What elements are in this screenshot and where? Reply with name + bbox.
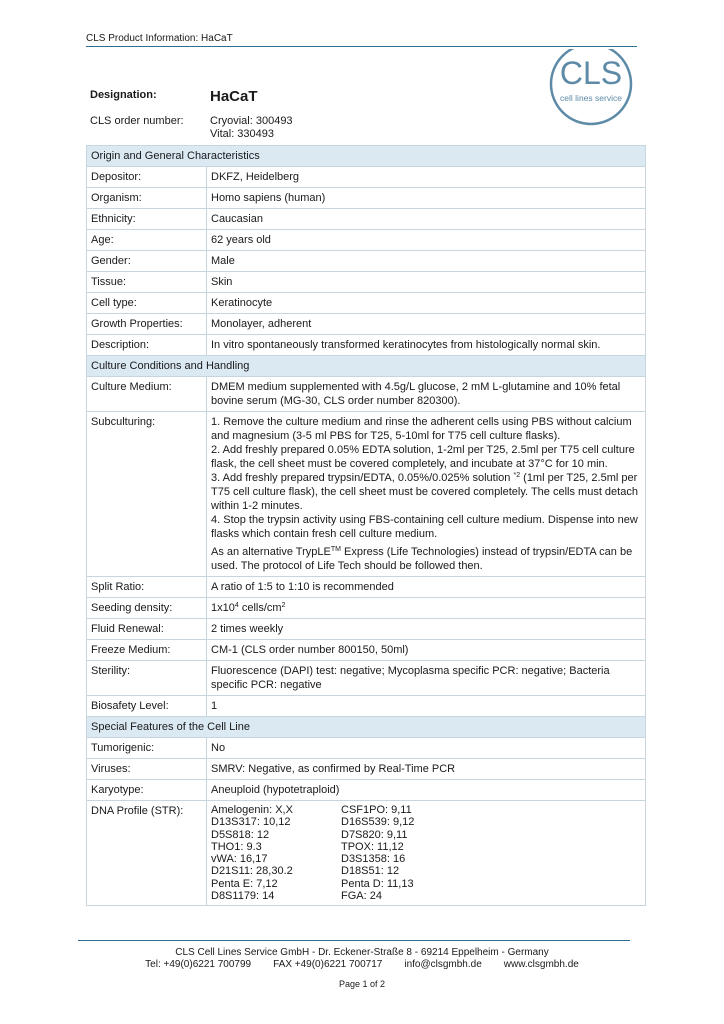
str-locus: D3S1358: 16 [341, 853, 406, 866]
row-value: Fluorescence (DAPI) test: negative; Mycoplasma specific PCR: negative; Bacteria specific PCR: negative [207, 661, 646, 696]
logo-subtext: cell lines service [560, 93, 622, 103]
str-locus: D13S317: 10,12 [211, 816, 291, 829]
seeding-exponent: 4 [234, 602, 239, 609]
row-value: Monolayer, adherent [207, 314, 646, 335]
page-number: Page 1 of 2 [338, 979, 386, 989]
table-row [87, 412, 646, 577]
str-locus: Penta D: 11,13 [341, 877, 414, 890]
header-divider [86, 46, 637, 47]
row-value: 1 [207, 696, 646, 717]
order-number-values [210, 115, 293, 141]
section-culture: Culture Conditions and Handling [87, 356, 646, 377]
footer-contacts [0, 959, 724, 970]
subculturing-protocol [207, 412, 646, 577]
row-label: Viruses: [87, 759, 207, 780]
seeding-density-value [207, 598, 646, 619]
order-number-label: CLS order number: [90, 115, 184, 127]
row-label: Karyotype: [87, 780, 207, 801]
row-value: No [207, 738, 646, 759]
subculturing-alternative: As an alternative TrypLE [211, 546, 331, 558]
row-label: Sterility: [87, 661, 207, 696]
seeding-base: 1x10 [211, 602, 235, 614]
table-row [87, 167, 646, 188]
row-value: Homo sapiens (human) [207, 188, 646, 209]
order-cryovial: Cryovial: 300493 [210, 115, 293, 127]
table-row [87, 188, 646, 209]
table-row [87, 209, 646, 230]
row-value: Aneuploid (hypotetraploid) [207, 780, 646, 801]
str-locus: D16S539: 9,12 [341, 816, 415, 829]
table-row [87, 780, 646, 801]
product-info-table [86, 145, 646, 906]
row-value: Skin [207, 272, 646, 293]
table-row [87, 293, 646, 314]
row-label: Freeze Medium: [87, 640, 207, 661]
row-value: A ratio of 1:5 to 1:10 is recommended [207, 577, 646, 598]
row-value: SMRV: Negative, as confirmed by Real-Time PCR [207, 759, 646, 780]
row-label: Cell type: [87, 293, 207, 314]
table-row [87, 619, 646, 640]
str-locus: D7S820: 9,11 [341, 828, 408, 841]
row-label: Fluid Renewal: [87, 619, 207, 640]
row-label: Tumorigenic: [87, 738, 207, 759]
row-value: 62 years old [207, 230, 646, 251]
row-label: Age: [87, 230, 207, 251]
row-value: Keratinocyte [207, 293, 646, 314]
table-row [87, 577, 646, 598]
section-special: Special Features of the Cell Line [87, 717, 646, 738]
row-value: CM-1 (CLS order number 800150, 50ml) [207, 640, 646, 661]
str-locus: D21S11: 28,30.2 [211, 865, 293, 878]
row-label: Biosafety Level: [87, 696, 207, 717]
footer-web[interactable]: www.clsgmbh.de [503, 959, 579, 970]
footer-divider [78, 940, 630, 941]
str-locus: THO1: 9.3 [211, 840, 262, 853]
subculturing-step-3-cont: (1ml per T25, 2.5ml per T75 cell culture flask), the cell sheet must be covered completely. The cells must detach within 1-2 minutes. [211, 472, 638, 512]
table-row [87, 314, 646, 335]
row-label: Organism: [87, 188, 207, 209]
table-row [87, 251, 646, 272]
footer-address: CLS Cell Lines Service GmbH - Dr. Eckener-Straße 8 - 69214 Eppelheim - Germany [175, 947, 549, 958]
table-row [87, 759, 646, 780]
table-row [87, 598, 646, 619]
section-origin: Origin and General Characteristics [87, 146, 646, 167]
row-value: 2 times weekly [207, 619, 646, 640]
table-row [87, 738, 646, 759]
row-value: DMEM medium supplemented with 4.5g/L glucose, 2 mM L-glutamine and 10% fetal bovine serum (MG-30, CLS order number 820300). [207, 377, 646, 412]
subculturing-step-2: 2. Add freshly prepared 0.05% EDTA solution, 1-2ml per T25, 2.5ml per T75 cell culture flask, the cell sheet must be covered completely, and incubate at 37°C for 10 min. [211, 444, 635, 470]
subculturing-step-1: 1. Remove the culture medium and rinse the adherent cells using PBS without calcium and magnesium (3-5 ml PBS for T25, 5-10ml for T75 cell culture flasks). [211, 416, 632, 442]
str-locus: Penta E: 7,12 [211, 877, 278, 890]
trademark-mark: TM [330, 546, 341, 553]
subculturing-alternative-cont: Express (Life Technologies) instead of trypsin/EDTA can be used. The protocol of Life Tech should be followed then. [211, 546, 633, 572]
footer-fax: FAX +49(0)6221 700717 [273, 959, 383, 970]
table-row [87, 640, 646, 661]
row-label: Split Ratio: [87, 577, 207, 598]
table-row [87, 230, 646, 251]
row-label: Ethnicity: [87, 209, 207, 230]
row-label: DNA Profile (STR): [87, 801, 207, 906]
row-label: Depositor: [87, 167, 207, 188]
str-locus: D8S1179: 14 [211, 890, 275, 903]
str-locus: Amelogenin: X,X [211, 804, 293, 816]
row-label: Growth Properties: [87, 314, 207, 335]
row-label: Description: [87, 335, 207, 356]
row-label: Tissue: [87, 272, 207, 293]
table-row [87, 696, 646, 717]
footnote-ref: *2 [513, 472, 521, 479]
table-row [87, 335, 646, 356]
row-value: Male [207, 251, 646, 272]
row-value: Caucasian [207, 209, 646, 230]
table-row [87, 801, 646, 906]
row-label: Seeding density: [87, 598, 207, 619]
str-profile [207, 801, 646, 906]
cls-logo [546, 49, 636, 127]
str-locus: D18S51: 12 [341, 865, 400, 878]
row-label: Culture Medium: [87, 377, 207, 412]
table-row [87, 377, 646, 412]
header-title: CLS Product Information: HaCaT [86, 33, 233, 44]
footer-tel: Tel: +49(0)6221 700799 [145, 959, 252, 970]
str-locus: FGA: 24 [341, 890, 382, 903]
logo-text: CLS [559, 55, 623, 91]
subculturing-step-4: 4. Stop the trypsin activity using FBS-containing cell culture medium. Dispense into new flasks which contain fresh cell culture medium. [211, 514, 638, 540]
footer-email[interactable]: info@clsgmbh.de [404, 959, 482, 970]
str-locus: TPOX: 11,12 [341, 840, 404, 853]
order-vital: Vital: 330493 [210, 128, 275, 140]
table-row [87, 661, 646, 696]
row-value: In vitro spontaneously transformed keratinocytes from histologically normal skin. [207, 335, 646, 356]
str-locus: D5S818: 12 [211, 828, 270, 841]
str-locus: CSF1PO: 9,11 [341, 804, 412, 816]
str-locus: vWA: 16,17 [211, 853, 268, 866]
designation-label: Designation: [90, 89, 157, 101]
table-row [87, 272, 646, 293]
str-column-1 [211, 804, 341, 902]
subculturing-step-3: 3. Add freshly prepared trypsin/EDTA, 0.05%/0.025% solution [211, 472, 514, 484]
row-value: DKFZ, Heidelberg [207, 167, 646, 188]
str-column-2 [341, 804, 471, 902]
row-label: Subculturing: [87, 412, 207, 577]
designation-value: HaCaT [210, 88, 258, 105]
row-label: Gender: [87, 251, 207, 272]
seeding-unit-exponent: 2 [281, 602, 286, 609]
seeding-unit: cells/cm [238, 602, 282, 614]
